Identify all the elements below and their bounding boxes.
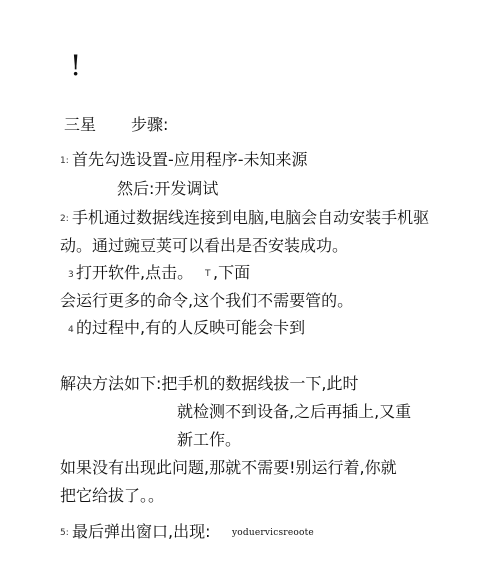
- solution-text: 解决方法如下:把手机的数据线拔一下,此时: [60, 374, 359, 393]
- step-2-continuation: 动。通过豌豆荚可以看出是否安装成功。: [60, 236, 349, 255]
- step-3-number: 3: [68, 270, 74, 280]
- step-4-text: 的过程中,有的人反映可能会卡到: [76, 318, 306, 337]
- exclamation-mark: !: [70, 49, 82, 82]
- step-2-number: 2:: [60, 214, 69, 224]
- step-4-number: 4: [68, 325, 74, 335]
- step-5-text: 最后弹出窗口,出现:: [72, 522, 211, 541]
- step-1-text: 首先勾选设置-应用程序-未知来源: [72, 150, 308, 169]
- note-continuation: 把它给拔了。。: [60, 486, 165, 505]
- step-2-text: 手机通过数据线连接到电脑,电脑会自动安装手机驱: [72, 208, 430, 227]
- step-1-number: 1:: [60, 156, 69, 166]
- step-3-mark: T: [205, 269, 211, 279]
- solution-continuation: 就检测不到设备,之后再插上,又重: [177, 402, 412, 421]
- note-text: 如果没有出现此问题,那就不需要!别运行着,你就: [60, 458, 397, 477]
- step-3-continuation: 会运行更多的命令,这个我们不需要管的。: [60, 291, 354, 310]
- step-1-continuation: 然后:开发调试: [117, 179, 219, 198]
- step-5-number: 5:: [60, 528, 69, 538]
- step-3-text-end: ,下面: [213, 263, 251, 282]
- steps-heading: 步骤:: [131, 115, 169, 134]
- step-5-output: yoduervicsreoote: [232, 528, 314, 538]
- step-3-text: 打开软件,点击。: [76, 263, 194, 282]
- solution-end: 新工作。: [177, 430, 242, 449]
- brand-name: 三星: [64, 115, 97, 134]
